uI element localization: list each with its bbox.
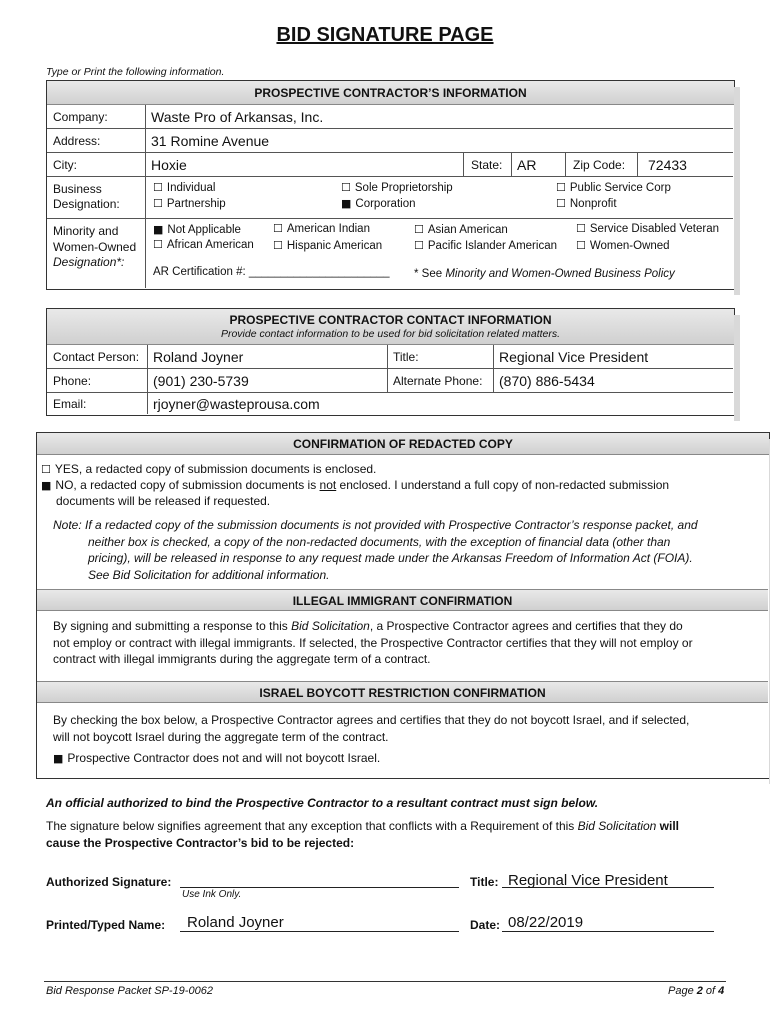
unchecked-box-icon: ☐ bbox=[41, 463, 51, 476]
alternate-phone-field[interactable]: (870) 886-5434 bbox=[499, 373, 595, 389]
contact-person-label: Contact Person: bbox=[53, 350, 140, 364]
contractor-info-header: PROSPECTIVE CONTRACTOR’S INFORMATION bbox=[47, 81, 734, 105]
phone-label: Phone: bbox=[53, 374, 92, 388]
policy-note: * See Minority and Women-Owned Business Policy bbox=[414, 268, 675, 280]
footer-page-number: Page 2 of 4 bbox=[668, 985, 725, 997]
unchecked-box-icon: ☐ bbox=[414, 239, 424, 252]
contact-info-section bbox=[46, 308, 735, 416]
checked-box-icon: ■ bbox=[41, 479, 52, 492]
address-label: Address: bbox=[53, 134, 101, 148]
state-label: State: bbox=[471, 158, 503, 172]
unchecked-box-icon: ☐ bbox=[576, 222, 586, 235]
unchecked-box-icon: ☐ bbox=[153, 238, 163, 251]
checkbox-redacted-yes[interactable]: ☐ YES, a redacted copy of submission documents is enclosed. bbox=[41, 462, 377, 476]
signature-title-field[interactable]: Regional Vice President bbox=[508, 872, 668, 889]
signature-title-label: Title: bbox=[470, 875, 499, 889]
company-label: Company: bbox=[53, 110, 108, 124]
redacted-note: Note: If a redacted copy of the submission documents is not provided with Prospective Contractor’s response packet, and neither box is checked, a copy of the non-redacted documents, with the exception of financial data (other than pricing), will be released in response to any request made under the Arkansas Freedom of Information Act (FOIA). See Bid Solicitation for additional information. bbox=[53, 518, 698, 582]
unchecked-box-icon: ☐ bbox=[556, 197, 566, 210]
page-title: BID SIGNATURE PAGE bbox=[276, 24, 494, 46]
company-field[interactable]: Waste Pro of Arkansas, Inc. bbox=[151, 109, 324, 125]
city-field[interactable]: Hoxie bbox=[151, 157, 187, 173]
confirmations-section bbox=[36, 432, 770, 779]
checkbox-service-disabled-veteran[interactable]: ☐ Service Disabled Veteran bbox=[576, 222, 720, 235]
unchecked-box-icon: ☐ bbox=[273, 222, 283, 235]
checkbox-nonprofit[interactable]: ☐ Nonprofit bbox=[556, 197, 617, 210]
checkbox-individual[interactable]: ☐ Individual bbox=[153, 181, 216, 194]
zip-field[interactable]: 72433 bbox=[648, 157, 687, 173]
alternate-phone-label: Alternate Phone: bbox=[393, 374, 483, 388]
checkbox-corporation[interactable]: ■ Corporation bbox=[341, 197, 416, 210]
contact-title-field[interactable]: Regional Vice President bbox=[499, 349, 649, 365]
checked-box-icon: ■ bbox=[153, 223, 164, 236]
contact-info-header: PROSPECTIVE CONTRACTOR CONTACT INFORMATION Provide contact information to be used for bid solicitation related matters. bbox=[47, 309, 734, 345]
checkbox-partnership[interactable]: ☐ Partnership bbox=[153, 197, 226, 210]
checkbox-african-american[interactable]: ☐ African American bbox=[153, 238, 254, 251]
official-authorization-note: An official authorized to bind the Prospective Contractor to a resultant contract must sign below. bbox=[46, 796, 599, 810]
checkbox-american-indian[interactable]: ☐ American Indian bbox=[273, 222, 370, 235]
checkbox-public-service-corp[interactable]: ☐ Public Service Corp bbox=[556, 181, 671, 194]
contact-info-subheader: Provide contact information to be used for bid solicitation related matters. bbox=[220, 328, 561, 340]
redacted-copy-header: CONFIRMATION OF REDACTED COPY bbox=[37, 433, 769, 455]
business-designation-label: Business Designation: bbox=[53, 182, 120, 211]
ar-certification-field[interactable]: AR Certification #: ______________________ bbox=[153, 266, 390, 278]
date-field[interactable]: 08/22/2019 bbox=[508, 914, 584, 931]
israel-boycott-text: By checking the box below, a Prospective Contractor agrees and certifies that they do not boycott Israel, and if selected, will not boycott Israel during the aggregate term of the contract. bbox=[53, 713, 690, 744]
authorized-signature-label: Authorized Signature: bbox=[46, 875, 172, 889]
footer-divider bbox=[44, 981, 726, 982]
checkbox-not-applicable[interactable]: ■ Not Applicable bbox=[153, 223, 241, 236]
printed-name-label: Printed/Typed Name: bbox=[46, 918, 166, 932]
authorized-signature-field[interactable] bbox=[182, 867, 458, 887]
signature-agreement-text: The signature below signifies agreement that any exception that conflicts with a Requirement of this Bid Solicitation will cause the Prospective Contractor’s bid to be rejected: bbox=[46, 819, 680, 850]
contact-title-label: Title: bbox=[393, 350, 419, 364]
footer-packet-id: Bid Response Packet SP-19-0062 bbox=[46, 985, 213, 997]
checkbox-pacific-islander-american[interactable]: ☐ Pacific Islander American bbox=[414, 239, 557, 252]
printed-name-field[interactable]: Roland Joyner bbox=[187, 914, 284, 931]
unchecked-box-icon: ☐ bbox=[576, 239, 586, 252]
illegal-immigrant-text: By signing and submitting a response to this Bid Solicitation, a Prospective Contractor agrees and certifies that they do not employ or contract with illegal immigrants. If selected, the Prospective Contractor certifies that they will not employ or contract with illegal immigrants during the aggregate term of a contract. bbox=[53, 619, 693, 666]
contact-person-field[interactable]: Roland Joyner bbox=[153, 349, 244, 365]
israel-boycott-header: ISRAEL BOYCOTT RESTRICTION CONFIRMATION bbox=[37, 681, 768, 703]
email-field[interactable]: rjoyner@wasteprousa.com bbox=[153, 396, 320, 412]
unchecked-box-icon: ☐ bbox=[556, 181, 566, 194]
contractor-info-section bbox=[46, 80, 735, 290]
checkbox-hispanic-american[interactable]: ☐ Hispanic American bbox=[273, 239, 383, 252]
unchecked-box-icon: ☐ bbox=[414, 223, 424, 236]
instruction-text: Type or Print the following information. bbox=[46, 66, 225, 78]
unchecked-box-icon: ☐ bbox=[341, 181, 351, 194]
unchecked-box-icon: ☐ bbox=[153, 197, 163, 210]
email-label: Email: bbox=[53, 397, 87, 411]
address-field[interactable]: 31 Romine Avenue bbox=[151, 133, 270, 149]
checkbox-asian-american[interactable]: ☐ Asian American bbox=[414, 223, 508, 236]
checkbox-israel-boycott[interactable]: ■ Prospective Contractor does not and will not boycott Israel. bbox=[53, 751, 381, 765]
redacted-no-continued: documents will be released if requested. bbox=[56, 494, 271, 508]
phone-field[interactable]: (901) 230-5739 bbox=[153, 373, 249, 389]
checked-box-icon: ■ bbox=[341, 197, 352, 210]
checked-box-icon: ■ bbox=[53, 752, 64, 765]
zip-label: Zip Code: bbox=[573, 158, 626, 172]
illegal-immigrant-header: ILLEGAL IMMIGRANT CONFIRMATION bbox=[37, 589, 768, 611]
checkbox-sole-proprietorship[interactable]: ☐ Sole Proprietorship bbox=[341, 181, 453, 194]
date-label: Date: bbox=[470, 918, 501, 932]
checkbox-redacted-no[interactable]: ■ NO, a redacted copy of submission documents is not enclosed. I understand a full copy of non-redacted submission bbox=[41, 478, 670, 492]
minority-designation-label: Minority and Women-Owned Designation*: bbox=[53, 224, 137, 269]
city-label: City: bbox=[53, 158, 77, 172]
unchecked-box-icon: ☐ bbox=[153, 181, 163, 194]
unchecked-box-icon: ☐ bbox=[273, 239, 283, 252]
ink-only-note: Use Ink Only. bbox=[182, 889, 242, 900]
state-field[interactable]: AR bbox=[517, 157, 537, 173]
checkbox-women-owned[interactable]: ☐ Women-Owned bbox=[576, 239, 670, 252]
